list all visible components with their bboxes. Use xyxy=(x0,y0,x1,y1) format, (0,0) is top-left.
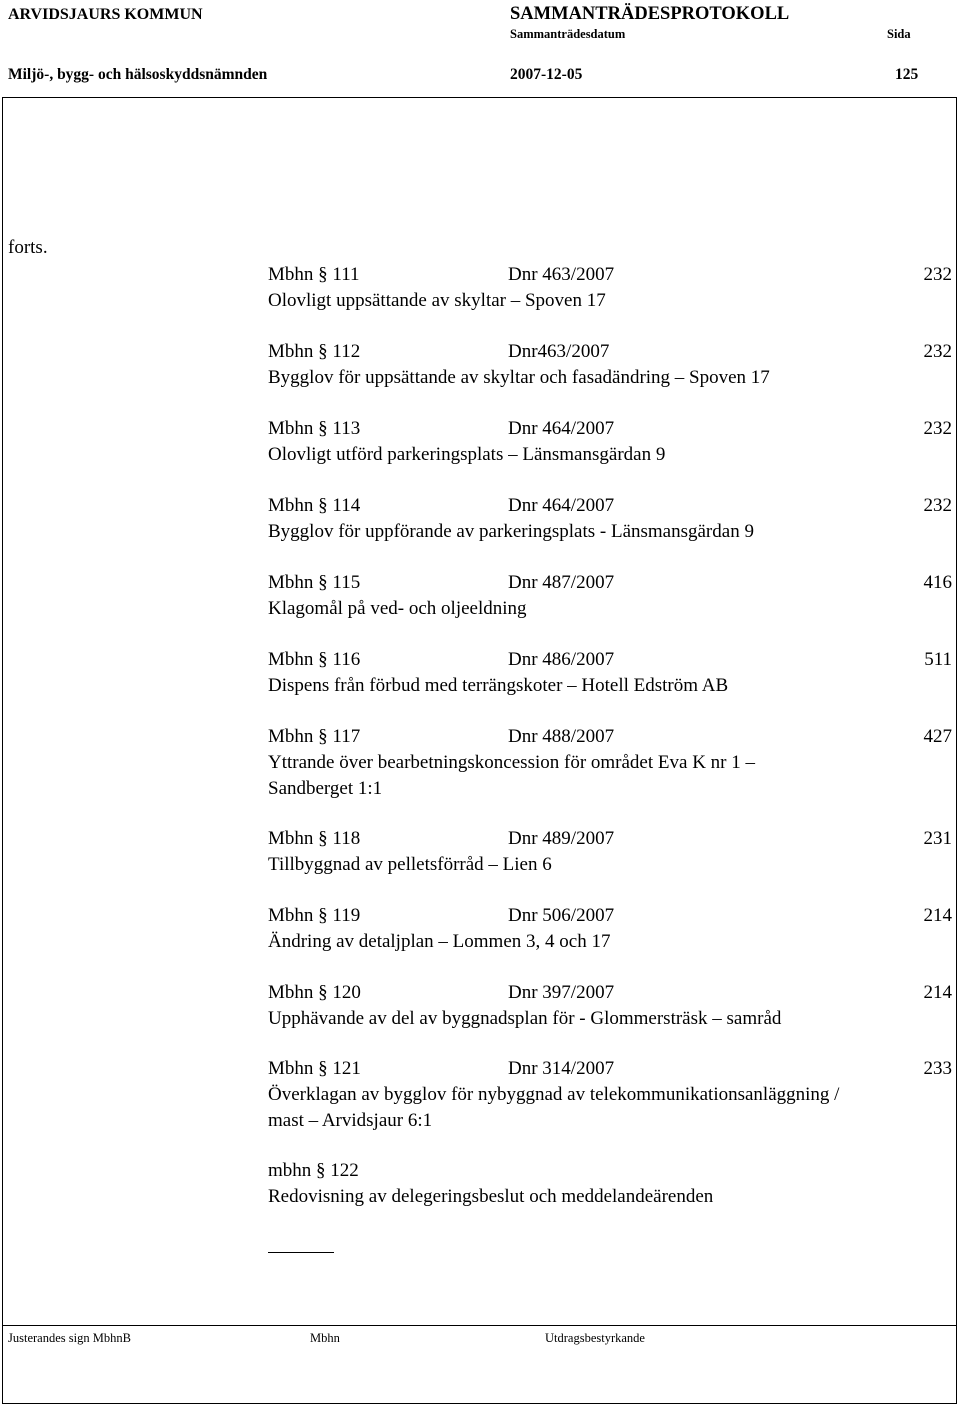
footer-divider xyxy=(3,1325,956,1326)
archive-code: 232 xyxy=(923,418,952,439)
document-type: SAMMANTRÄDESPROTOKOLL xyxy=(510,4,790,24)
archive-code: 233 xyxy=(923,1058,952,1079)
section-reference: Mbhn § 119 xyxy=(268,905,361,926)
agenda-item-header xyxy=(268,826,952,852)
diary-number: Dnr 488/2007 xyxy=(508,726,615,747)
agenda-item-title: Olovligt utförd parkeringsplats – Länsmansgärdan 9 xyxy=(268,444,666,465)
agenda-item-title: mast – Arvidsjaur 6:1 xyxy=(268,1110,433,1131)
agenda-item-title: Yttrande över bearbetningskoncession för området Eva K nr 1 – xyxy=(268,752,755,773)
section-reference: Mbhn § 113 xyxy=(268,418,361,439)
archive-code: 232 xyxy=(923,264,952,285)
section-reference: Mbhn § 112 xyxy=(268,341,361,362)
section-reference: Mbhn § 121 xyxy=(268,1058,361,1079)
archive-code: 214 xyxy=(923,982,952,1003)
section-reference: mbhn § 122 xyxy=(268,1160,359,1181)
diary-number: Dnr 487/2007 xyxy=(508,572,615,593)
committee-name: Miljö-, bygg- och hälsoskyddsnämnden xyxy=(8,66,268,83)
diary-number: Dnr 397/2007 xyxy=(508,982,615,1003)
agenda-item-title: Olovligt uppsättande av skyltar – Spoven 17 xyxy=(268,290,606,311)
section-reference: Mbhn § 117 xyxy=(268,726,361,747)
agenda-item-title: Bygglov för uppförande av parkeringsplats - Länsmansgärdan 9 xyxy=(268,521,754,542)
footer-middle-label: Mbhn xyxy=(310,1331,340,1345)
agenda-item-header xyxy=(268,339,952,365)
agenda-item xyxy=(268,724,952,802)
agenda-item-title: Överklagan av bygglov för nybyggnad av telekommunikationsanläggning / xyxy=(268,1084,840,1105)
agenda-item-header xyxy=(268,416,952,442)
section-reference: Mbhn § 120 xyxy=(268,982,361,1003)
agenda-item-header xyxy=(268,1056,952,1082)
archive-code: 416 xyxy=(923,572,952,593)
meeting-date-label: Sammanträdesdatum xyxy=(510,27,626,41)
agenda-item-title: Ändring av detaljplan – Lommen 3, 4 och 17 xyxy=(268,931,611,952)
agenda-item-title: Dispens från förbud med terrängskoter – Hotell Edström AB xyxy=(268,675,729,696)
agenda-item xyxy=(268,339,952,391)
page-label: Sida xyxy=(887,27,911,41)
agenda-item xyxy=(268,980,952,1032)
organization-name: ARVIDSJAURS KOMMUN xyxy=(8,6,203,23)
agenda-item xyxy=(268,1056,952,1134)
agenda-item xyxy=(268,262,952,314)
extract-label: Utdragsbestyrkande xyxy=(545,1331,645,1345)
agenda-item xyxy=(268,647,952,699)
diary-number: Dnr 464/2007 xyxy=(508,495,615,516)
agenda-item-title: Bygglov för uppsättande av skyltar och fasadändring – Spoven 17 xyxy=(268,367,770,388)
agenda-item-header xyxy=(268,493,952,519)
agenda-item xyxy=(268,416,952,468)
agenda-item xyxy=(268,826,952,878)
diary-number: Dnr 464/2007 xyxy=(508,418,615,439)
diary-number: Dnr463/2007 xyxy=(508,341,610,362)
archive-code: 511 xyxy=(924,649,952,670)
agenda-item-header xyxy=(268,262,952,288)
archive-code: 214 xyxy=(923,905,952,926)
diary-number: Dnr 486/2007 xyxy=(508,649,615,670)
agenda-item-title: Tillbyggnad av pelletsförråd – Lien 6 xyxy=(268,854,552,875)
section-reference: Mbhn § 118 xyxy=(268,828,361,849)
agenda-item-title: Upphävande av del av byggnadsplan för - Glommersträsk – samråd xyxy=(268,1008,782,1029)
meeting-date: 2007-12-05 xyxy=(510,66,583,83)
diary-number: Dnr 506/2007 xyxy=(508,905,615,926)
page-number: 125 xyxy=(895,66,919,83)
agenda-item-title: Klagomål på ved- och oljeeldning xyxy=(268,598,527,619)
agenda-item-header xyxy=(268,980,952,1006)
agenda-item xyxy=(268,570,952,622)
diary-number: Dnr 489/2007 xyxy=(508,828,615,849)
archive-code: 232 xyxy=(923,495,952,516)
end-rule xyxy=(268,1252,334,1253)
agenda-item-header xyxy=(268,570,952,596)
continued-label: forts. xyxy=(8,237,48,258)
agenda-item xyxy=(268,1158,952,1210)
section-reference: Mbhn § 114 xyxy=(268,495,361,516)
archive-code: 427 xyxy=(923,726,952,747)
agenda-item xyxy=(268,493,952,545)
agenda-item-title: Redovisning av delegeringsbeslut och meddelandeärenden xyxy=(268,1186,714,1207)
agenda-item-header xyxy=(268,647,952,673)
archive-code: 231 xyxy=(923,828,952,849)
archive-code: 232 xyxy=(923,341,952,362)
section-reference: Mbhn § 115 xyxy=(268,572,361,593)
agenda-item-title: Sandberget 1:1 xyxy=(268,778,383,799)
agenda-item-header xyxy=(268,1158,952,1184)
section-reference: Mbhn § 116 xyxy=(268,649,361,670)
signature-label: Justerandes sign MbhnB xyxy=(8,1331,131,1345)
section-reference: Mbhn § 111 xyxy=(268,264,360,285)
diary-number: Dnr 314/2007 xyxy=(508,1058,615,1079)
agenda-item xyxy=(268,903,952,955)
agenda-item-header xyxy=(268,903,952,929)
agenda-item-header xyxy=(268,724,952,750)
diary-number: Dnr 463/2007 xyxy=(508,264,615,285)
